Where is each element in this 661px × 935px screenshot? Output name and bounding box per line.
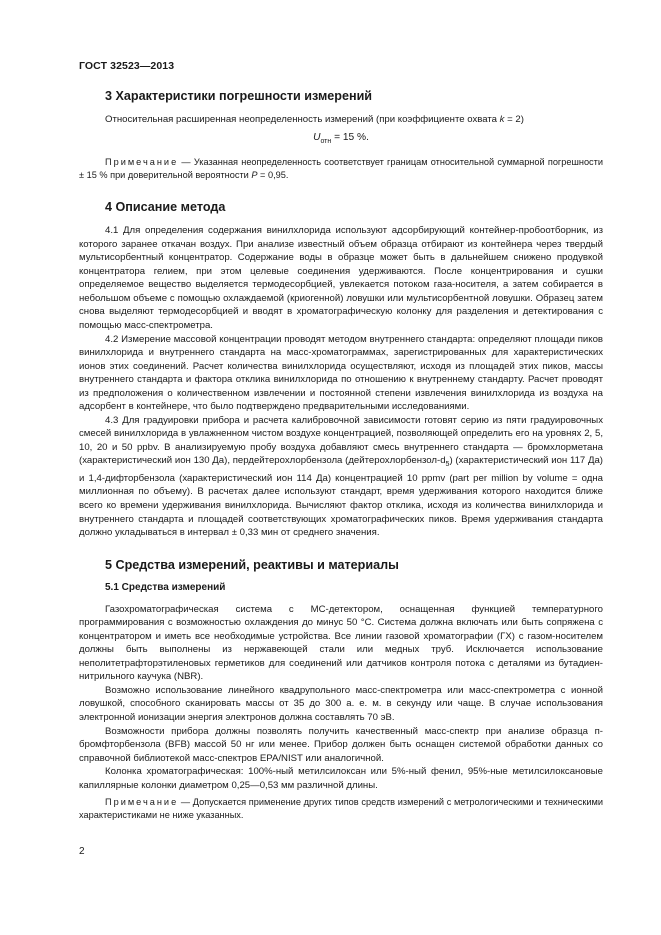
section-4-title: 4 Описание метода — [105, 200, 226, 215]
section-3-intro: Относительная расширенная неопределенность измерений (при коэффициенте охвата k = 2) — [105, 114, 524, 125]
page-number: 2 — [79, 846, 85, 857]
section-5-p1: Газохроматографическая система с МС-детектором, оснащенная функцией температурного программирования с возможностью охлаждения до минус 50 °С. Система должна включать или быть сопряжена с концентратором и иметь все необходимые устройства. Все линии газовой хроматографии (ГХ) с газом-носителем должны быть выполнены из нержавеющей стали или медных труб. Исключается использование неполитетрафторэтиленовых герметиков для соединений или датчиков контроля потока с деталями из бутадиен-нитрильного каучука (NBR). — [79, 603, 603, 683]
section-5-p3: Возможности прибора должны позволять получить качественный масс-спектр при анализе образца п-бромфторбензола (BFB) массой 50 нг или менее. Прибор должен быть оснащен системой обработки данных со справочной библиотекой масс-спектров EPA/NIST или аналогичной. — [79, 725, 603, 764]
section-4-p3: 4.3 Для градуировки прибора и расчета калибровочной зависимости готовят серию из пяти градуировочных смесей винилхлорида в увлажненном чистом воздухе концентрацией, позволяющей определить его на уровнях 2, 5, 10, 20 и 50 ppbv. В анализируемую пробу воздуха добавляют смесь внутреннего стандарта — бромхлорметана (характеристический ион 130 Да), пердейтерохлорбензола $(дейтерохлорбензол-d_5)$ (характеристический ион 117 Да) и 1,4-дифторбензола (характеристический ион 114 Да) концентрацией 10 ppmv (part per million by volume = одна миллионная по объему). В расчетах далее используют стандарт, время удерживания которого находится ближе всего ко времени удерживания винилхлорида. Вычисляют фактор отклика, исходя из количества винилхлорида и внутреннего стандарта и площадей соответствующих хроматографических пиков. Время удерживания стандарта должно укладываться в интервал ± 0,33 мин от среднего значения. — [79, 414, 603, 539]
section-5-note: Примечание — Допускается применение других типов средств измерений с метрологическими и техническими характеристиками не ниже указанных. — [79, 797, 603, 821]
uncertainty-formula: $U_{отн} = 15$ %. — [313, 131, 369, 145]
section-4-p1: 4.1 Для определения содержания винилхлорида используют адсорбирующий контейнер-пробоотборник, из которого заранее откачан воздух. При анализе известный объем образца отбирают из контейнера через твердый мультисорбентный концентратор. Содержание воды в образце может быть в дальнейшем снижено продувкой концентратора гелием, при этом целевые соединения удерживаются. После концентрирования и сушки определяемое вещество выделяется термодесорбцией, увлекается потоком газа-носителя, а затем собирается в небольшом объеме с помощью охлаждаемой (криогенной) ловушки или мультисорбентной ловушки. Образец затем снова выделяют термодесорбцией и вводят в хроматографическую колонку для разделения и детектирования с помощью масс-спектрометра. — [79, 225, 603, 331]
section-5-p2: Возможно использование линейного квадрупольного масс-спектрометра или масс-спектрометра с ионной ловушкой, способного сканировать массы от 35 до 300 а. е. м. в секунду или чаще. В случае использования электронной ионизации энергия электронов должна составлять 70 эВ. — [79, 684, 603, 723]
section-5-p4: Колонка хроматографическая: 100%-ный метилсилоксан или 5%-ный фенил, 95%-ные метилсилоксановые капиллярные колонки диаметром 0,25—0,53 мм различной длины. — [79, 766, 603, 791]
page-content — [79, 88, 603, 822]
section-5-title: 5 Средства измерений, реактивы и материалы — [105, 557, 399, 572]
standard-header: ГОСТ 32523—2013 — [79, 60, 175, 72]
section-4-p2: 4.2 Измерение массовой концентрации проводят методом внутреннего стандарта: определяют площади пиков винилхлорида и внутреннего стандарта на масс-хроматограммах, зарегистрированных для характеристических ионов этих соединений. Расчет количества винилхлорида осуществляют, исходя из площадей этих пиков, массы внутреннего стандарта и фактора отклика винилхлорида по отношению к внутреннему стандарту. Расчет проводят из предположения о количественном извлечении и постоянной степени извлечения винилхлорида из воздуха на адсорбент в контейнере, что было подтверждено предварительными исследованиями. — [79, 333, 603, 413]
section-3-title: 3 Характеристики погрешности измерений — [105, 89, 373, 103]
section-5-1-title: 5.1 Средства измерений — [105, 581, 226, 593]
section-3-note: Примечание — Указанная неопределенность соответствует границам относительной суммарной погрешности ± 15 % при доверительной вероятности P = 0,95. — [79, 157, 603, 181]
